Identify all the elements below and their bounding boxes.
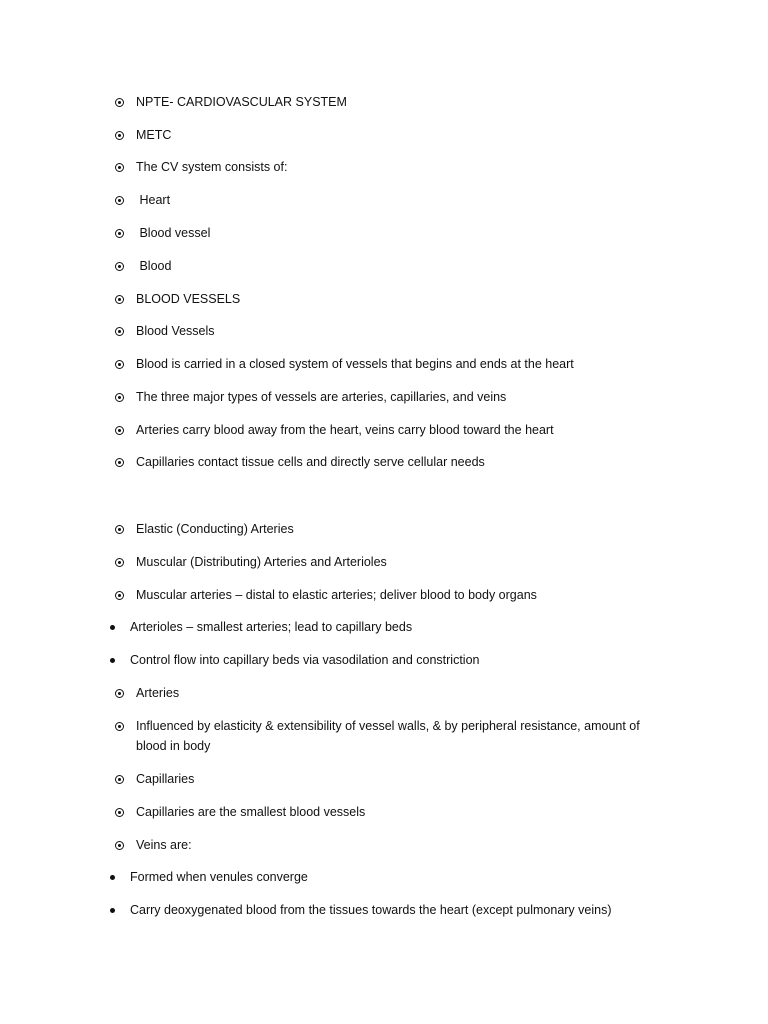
bullet-dot-icon xyxy=(104,617,120,637)
circled-bullet-icon xyxy=(111,769,127,789)
list-item-text: The CV system consists of: xyxy=(136,160,288,174)
list-item-text: Arteries carry blood away from the heart, veins carry blood toward the heart xyxy=(136,423,554,437)
bullet-dot-icon xyxy=(104,650,120,670)
list-item-text: Blood Vessels xyxy=(136,324,215,338)
list-item-text: The three major types of vessels are arteries, capillaries, and veins xyxy=(136,390,507,404)
list-item-text: Formed when venules converge xyxy=(130,870,308,884)
circled-bullet-icon xyxy=(111,387,127,407)
circled-bullet-icon xyxy=(111,190,127,210)
list-item-text: Muscular arteries – distal to elastic arteries; deliver blood to body organs xyxy=(136,588,537,602)
list-item-text: Capillaries xyxy=(136,772,195,786)
list-item-text: NPTE- CARDIOVASCULAR SYSTEM xyxy=(136,95,347,109)
bullet-dot-icon xyxy=(104,867,120,887)
circled-bullet-icon xyxy=(111,92,127,112)
circled-bullet-icon xyxy=(111,519,127,539)
circled-bullet-icon xyxy=(111,835,127,855)
circled-bullet-icon xyxy=(111,289,127,309)
list-item-text: Capillaries contact tissue cells and directly serve cellular needs xyxy=(136,455,485,469)
circled-bullet-icon xyxy=(111,354,127,374)
list-item-text: Control flow into capillary beds via vasodilation and constriction xyxy=(130,653,480,667)
list-item-text: Blood is carried in a closed system of vessels that begins and ends at the heart xyxy=(136,357,574,371)
circled-bullet-icon xyxy=(111,321,127,341)
list-item-text: Heart xyxy=(136,193,171,207)
circled-bullet-icon xyxy=(111,585,127,605)
circled-bullet-icon xyxy=(111,683,127,703)
circled-bullet-icon xyxy=(111,716,127,736)
bullet-dot-icon xyxy=(104,900,120,920)
list-item-text: Capillaries are the smallest blood vessels xyxy=(136,805,366,819)
list-item-text: Veins are: xyxy=(136,838,192,852)
circled-bullet-icon xyxy=(111,552,127,572)
list-item-text: Arteries xyxy=(136,686,180,700)
list-item-text: Carry deoxygenated blood from the tissues towards the heart (except pulmonary veins) xyxy=(130,903,612,917)
list-item-text: Muscular (Distributing) Arteries and Arterioles xyxy=(136,555,387,569)
circled-bullet-icon xyxy=(111,452,127,472)
circled-bullet-icon xyxy=(111,420,127,440)
list-item-text: Blood xyxy=(136,259,172,273)
list-item-text: METC xyxy=(136,128,172,142)
circled-bullet-icon xyxy=(111,223,127,243)
circled-bullet-icon xyxy=(111,802,127,822)
list-item-text: BLOOD VESSELS xyxy=(136,292,241,306)
list-item-text: Blood vessel xyxy=(136,226,211,240)
list-item-text: Arterioles – smallest arteries; lead to capillary beds xyxy=(130,620,413,634)
circled-bullet-icon xyxy=(111,125,127,145)
circled-bullet-icon xyxy=(111,256,127,276)
list-item-text: Influenced by elasticity & extensibility of vessel walls, & by peripheral resistance, amount of blood in body xyxy=(136,719,640,753)
circled-bullet-icon xyxy=(111,157,127,177)
list-item-text: Elastic (Conducting) Arteries xyxy=(136,522,294,536)
